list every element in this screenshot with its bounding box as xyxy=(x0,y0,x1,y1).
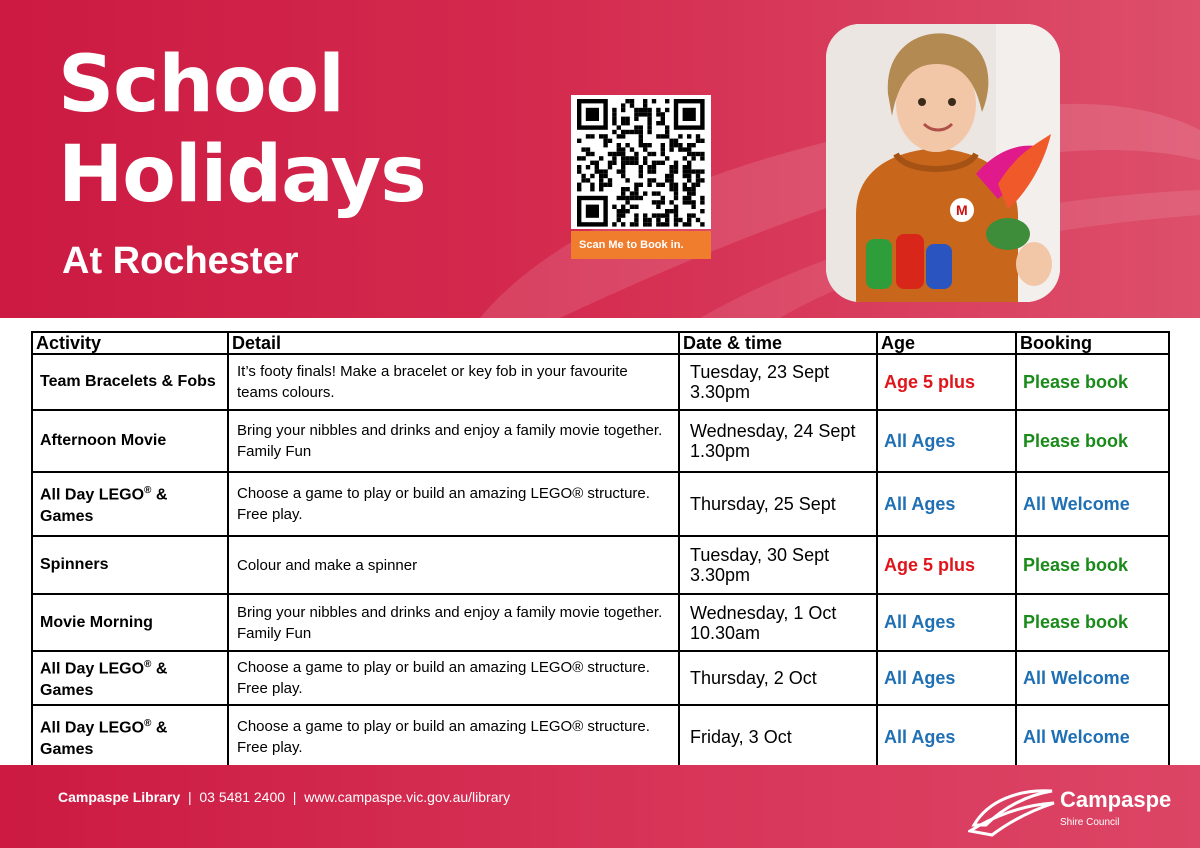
age-cell: All Ages xyxy=(877,472,1016,536)
date-cell: Tuesday, 30 Sept 3.30pm xyxy=(679,536,877,594)
campaspe-logo-icon xyxy=(968,781,1060,837)
age-cell: All Ages xyxy=(877,651,1016,705)
logo-subtitle: Shire Council xyxy=(1060,817,1120,828)
activity-cell: All Day LEGO® & Games xyxy=(32,651,228,705)
activity-cell: Spinners xyxy=(32,536,228,594)
logo-name: Campaspe xyxy=(1060,787,1172,812)
col-header-detail: Detail xyxy=(228,332,679,354)
detail-cell: Choose a game to play or build an amazing LEGO® structure. Free play. xyxy=(228,472,679,536)
date-cell: Thursday, 25 Sept xyxy=(679,472,877,536)
activity-cell: All Day LEGO® & Games xyxy=(32,472,228,536)
detail-cell: Bring your nibbles and drinks and enjoy a family movie together. Family Fun xyxy=(228,594,679,651)
table-row xyxy=(32,410,1169,472)
campaspe-logo xyxy=(968,781,1172,837)
age-cell: All Ages xyxy=(877,705,1016,769)
booking-cell: All Welcome xyxy=(1016,651,1169,705)
date-cell: Tuesday, 23 Sept 3.30pm xyxy=(679,354,877,410)
table-row xyxy=(32,594,1169,651)
svg-text:M: M xyxy=(956,202,968,218)
schedule-table xyxy=(31,331,1170,770)
col-header-booking: Booking xyxy=(1016,332,1169,354)
detail-cell: Bring your nibbles and drinks and enjoy a family movie together. Family Fun xyxy=(228,410,679,472)
page-subtitle: At Rochester xyxy=(62,240,299,282)
table-row xyxy=(32,536,1169,594)
booking-cell: Please book xyxy=(1016,594,1169,651)
qr-code-icon xyxy=(571,95,711,229)
detail-cell: Choose a game to play or build an amazing LEGO® structure. Free play. xyxy=(228,651,679,705)
booking-cell: All Welcome xyxy=(1016,705,1169,769)
detail-cell: Colour and make a spinner xyxy=(228,536,679,594)
child-photo-illustration xyxy=(826,24,1060,302)
library-url-link[interactable]: www.campaspe.vic.gov.au/library xyxy=(304,789,511,805)
date-cell: Wednesday, 24 Sept 1.30pm xyxy=(679,410,877,472)
booking-cell: Please book xyxy=(1016,354,1169,410)
table-row xyxy=(32,651,1169,705)
separator: | xyxy=(187,789,192,805)
age-cell: All Ages xyxy=(877,594,1016,651)
detail-cell: Choose a game to play or build an amazing LEGO® structure. Free play. xyxy=(228,705,679,769)
qr-caption: Scan Me to Book in. xyxy=(571,231,711,259)
age-cell: Age 5 plus xyxy=(877,536,1016,594)
age-cell: All Ages xyxy=(877,410,1016,472)
date-cell: Wednesday, 1 Oct 10.30am xyxy=(679,594,877,651)
page-title: School Holidays xyxy=(58,40,426,220)
col-header-activity: Activity xyxy=(32,332,228,354)
separator: | xyxy=(292,789,297,805)
age-cell: Age 5 plus xyxy=(877,354,1016,410)
table-header-row xyxy=(32,332,1169,354)
table-row xyxy=(32,354,1169,410)
booking-cell: All Welcome xyxy=(1016,472,1169,536)
child-photo xyxy=(826,24,1060,302)
col-header-age: Age xyxy=(877,332,1016,354)
contact-line xyxy=(58,789,510,805)
library-name: Campaspe Library xyxy=(58,789,181,805)
header-banner xyxy=(0,0,1200,318)
table-row xyxy=(32,472,1169,536)
activity-cell: All Day LEGO® & Games xyxy=(32,705,228,769)
booking-cell: Please book xyxy=(1016,410,1169,472)
activity-cell: Afternoon Movie xyxy=(32,410,228,472)
activity-cell: Movie Morning xyxy=(32,594,228,651)
activity-cell: Team Bracelets & Fobs xyxy=(32,354,228,410)
col-header-date: Date & time xyxy=(679,332,877,354)
qr-code[interactable] xyxy=(571,95,711,229)
table-row xyxy=(32,705,1169,769)
phone-number[interactable]: 03 5481 2400 xyxy=(199,789,286,805)
detail-cell: It’s footy finals! Make a bracelet or key fob in your favourite teams colours. xyxy=(228,354,679,410)
date-cell: Friday, 3 Oct xyxy=(679,705,877,769)
date-cell: Thursday, 2 Oct xyxy=(679,651,877,705)
booking-cell: Please book xyxy=(1016,536,1169,594)
footer-bar xyxy=(0,765,1200,848)
